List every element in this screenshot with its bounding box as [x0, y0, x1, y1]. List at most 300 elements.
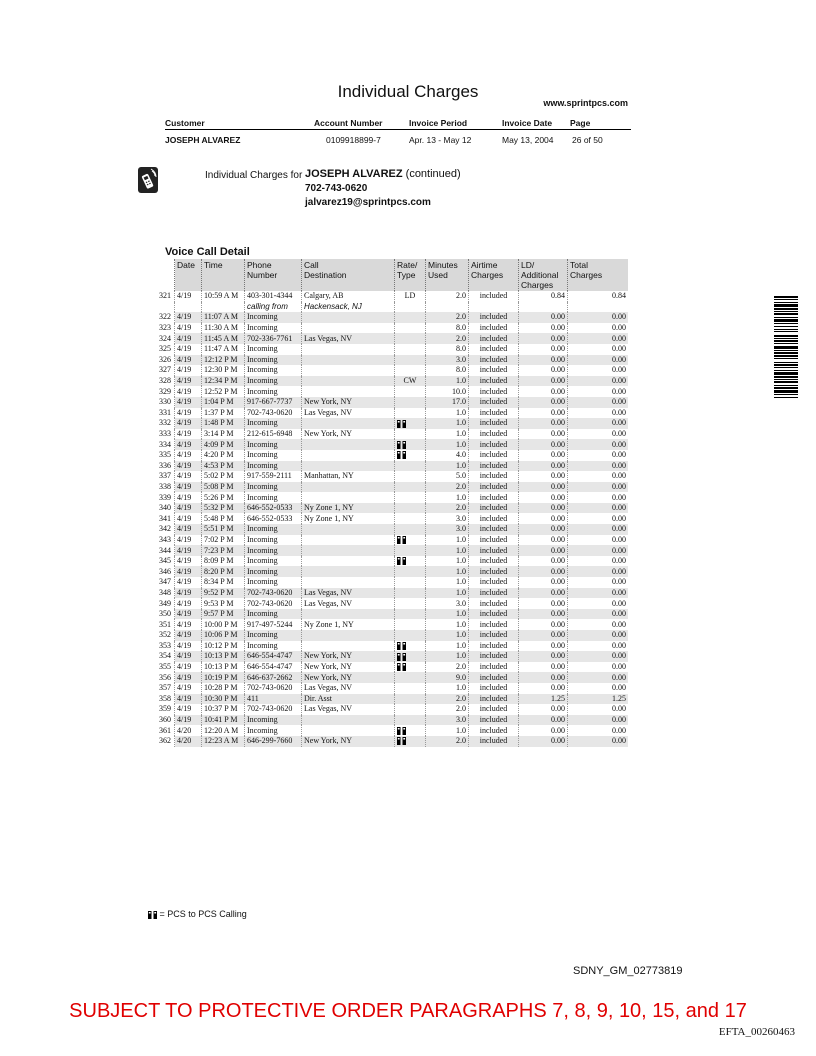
minutes-used: 1.0	[426, 619, 469, 630]
empty-cell	[175, 302, 202, 313]
call-destination	[302, 439, 395, 450]
call-destination: New York, NY	[302, 397, 395, 408]
phone-number: Incoming	[245, 344, 302, 355]
row-number: 350	[159, 609, 171, 619]
rate-type	[395, 503, 426, 514]
call-time: 1:48 P M	[202, 418, 245, 429]
call-date: 4/19	[175, 471, 202, 482]
minutes-used: 1.0	[426, 577, 469, 588]
table-row	[155, 672, 628, 683]
ld-additional-charges: 0.00	[519, 715, 568, 726]
minutes-used: 5.0	[426, 471, 469, 482]
airtime-charges: included	[469, 662, 519, 673]
call-destination: New York, NY	[302, 662, 395, 673]
phone-number: 646-552-0533	[245, 503, 302, 514]
invoice-period-label: Invoice Period	[409, 118, 468, 128]
airtime-charges: included	[469, 439, 519, 450]
minutes-used: 2.0	[426, 694, 469, 705]
airtime-charges: included	[469, 556, 519, 567]
airtime-charges: included	[469, 736, 519, 747]
ld-additional-charges: 0.00	[519, 535, 568, 546]
minutes-used: 1.0	[426, 492, 469, 503]
rate-type	[395, 333, 426, 344]
row-number: 344	[159, 545, 171, 555]
minutes-used: 2.0	[426, 704, 469, 715]
call-date: 4/19	[175, 492, 202, 503]
row-number: 334	[159, 439, 171, 449]
call-destination	[302, 323, 395, 334]
rate-type	[395, 429, 426, 440]
rate-type	[395, 704, 426, 715]
minutes-used: 3.0	[426, 598, 469, 609]
total-charges: 0.00	[568, 535, 629, 546]
call-destination: Ny Zone 1, NY	[302, 503, 395, 514]
row-number: 323	[159, 323, 171, 333]
total-charges: 0.00	[568, 609, 629, 620]
total-charges: 0.00	[568, 323, 629, 334]
table-row	[155, 619, 628, 630]
account-number-label: Account Number	[314, 118, 383, 128]
ld-additional-charges: 0.00	[519, 566, 568, 577]
rate-type	[395, 461, 426, 472]
table-row	[155, 355, 628, 366]
call-time: 5:51 P M	[202, 524, 245, 535]
call-destination	[302, 365, 395, 376]
row-number: 357	[159, 683, 171, 693]
total-charges: 0.00	[568, 630, 629, 641]
total-charges: 0.00	[568, 725, 629, 736]
call-time: 10:37 P M	[202, 704, 245, 715]
table-row	[155, 323, 628, 334]
total-charges: 0.00	[568, 619, 629, 630]
phone-number: Incoming	[245, 482, 302, 493]
table-row	[155, 365, 628, 376]
row-number: 358	[159, 693, 171, 703]
airtime-charges: included	[469, 630, 519, 641]
call-destination: Dir. Asst	[302, 694, 395, 705]
call-destination	[302, 566, 395, 577]
total-charges: 0.00	[568, 715, 629, 726]
call-destination	[302, 641, 395, 652]
call-destination: Las Vegas, NV	[302, 333, 395, 344]
table-row	[155, 429, 628, 440]
minutes-used: 1.0	[426, 418, 469, 429]
call-time: 12:34 P M	[202, 376, 245, 387]
total-charges-header: Total Charges	[568, 259, 629, 291]
table-row	[155, 598, 628, 609]
minutes-used: 1.0	[426, 683, 469, 694]
row-number: 348	[159, 587, 171, 597]
airtime-charges: included	[469, 482, 519, 493]
row-number: 347	[159, 577, 171, 587]
total-charges: 0.00	[568, 556, 629, 567]
minutes-used: 8.0	[426, 365, 469, 376]
call-date: 4/19	[175, 630, 202, 641]
ld-additional-charges: 0.00	[519, 725, 568, 736]
call-time: 5:48 P M	[202, 513, 245, 524]
call-destination	[302, 312, 395, 323]
invoice-period: Apr. 13 - May 12	[409, 135, 472, 145]
airtime-charges: included	[469, 323, 519, 334]
call-time: 10:06 P M	[202, 630, 245, 641]
total-charges: 0.00	[568, 545, 629, 556]
total-charges: 0.00	[568, 408, 629, 419]
call-destination: New York, NY	[302, 429, 395, 440]
phone-number: Incoming	[245, 545, 302, 556]
airtime-charges: included	[469, 513, 519, 524]
phone-number: Incoming	[245, 566, 302, 577]
ld-additional-charges: 0.00	[519, 641, 568, 652]
pcs-legend	[148, 909, 247, 919]
call-destination	[302, 715, 395, 726]
total-charges: 0.00	[568, 492, 629, 503]
rate-type	[395, 323, 426, 334]
pcs-to-pcs-icon	[397, 536, 406, 544]
phone-number: 646-552-0533	[245, 513, 302, 524]
invoice-date: May 13, 2004	[502, 135, 554, 145]
airtime-charges: included	[469, 471, 519, 482]
total-charges: 0.00	[568, 418, 629, 429]
minutes-used: 1.0	[426, 556, 469, 567]
call-destination: Manhattan, NY	[302, 471, 395, 482]
airtime-charges: included	[469, 704, 519, 715]
call-date: 4/19	[175, 662, 202, 673]
airtime-charges: included	[469, 291, 519, 302]
total-charges: 1.25	[568, 694, 629, 705]
call-time: 4:53 P M	[202, 461, 245, 472]
ld-additional-charges: 0.00	[519, 588, 568, 599]
rate-type	[395, 694, 426, 705]
website-link[interactable]: www.sprintpcs.com	[543, 98, 628, 108]
ld-additional-charges: 0.00	[519, 503, 568, 514]
phone-number: 702-336-7761	[245, 333, 302, 344]
row-number: 361	[159, 725, 171, 735]
minutes-used: 2.0	[426, 662, 469, 673]
call-date: 4/19	[175, 461, 202, 472]
rate-type	[395, 524, 426, 535]
minutes-used: 4.0	[426, 450, 469, 461]
table-row	[155, 344, 628, 355]
phone-number: 403-301-4344	[245, 291, 302, 302]
ld-additional-charges: 0.00	[519, 312, 568, 323]
call-destination	[302, 524, 395, 535]
airtime-charges: included	[469, 715, 519, 726]
call-time: 1:04 P M	[202, 397, 245, 408]
minutes-used: 3.0	[426, 524, 469, 535]
call-destination	[302, 355, 395, 366]
minutes-used-header: Minutes Used	[426, 259, 469, 291]
table-row	[155, 408, 628, 419]
table-row	[155, 386, 628, 397]
bates-number: SDNY_GM_02773819	[573, 965, 683, 977]
row-number: 354	[159, 651, 171, 661]
total-charges: 0.00	[568, 471, 629, 482]
barcode	[774, 296, 798, 480]
protective-order-notice: SUBJECT TO PROTECTIVE ORDER PARAGRAPHS 7, 8, 9, 10, 15, and 17	[69, 1000, 747, 1022]
ld-additional-charges: 0.00	[519, 482, 568, 493]
row-number: 328	[159, 376, 171, 386]
pcs-to-pcs-icon	[397, 420, 406, 428]
empty-cell	[469, 302, 519, 313]
call-destination: New York, NY	[302, 672, 395, 683]
phone-number: 702-743-0620	[245, 408, 302, 419]
header-divider	[165, 129, 631, 130]
ld-additional-charges: 0.00	[519, 672, 568, 683]
page-title: Individual Charges	[337, 82, 479, 101]
airtime-charges: included	[469, 365, 519, 376]
phone-number: 702-743-0620	[245, 598, 302, 609]
call-time: 10:13 P M	[202, 651, 245, 662]
airtime-charges: included	[469, 461, 519, 472]
ld-additional-charges: 0.00	[519, 439, 568, 450]
rate-type	[395, 556, 426, 567]
row-number: 346	[159, 566, 171, 576]
minutes-used: 1.0	[426, 630, 469, 641]
rate-type	[395, 386, 426, 397]
rate-type	[395, 471, 426, 482]
invoice-date-label: Invoice Date	[502, 118, 553, 128]
minutes-used: 10.0	[426, 386, 469, 397]
total-charges: 0.00	[568, 397, 629, 408]
call-date: 4/19	[175, 408, 202, 419]
row-number: 360	[159, 715, 171, 725]
table-subrow	[155, 302, 628, 313]
airtime-charges: included	[469, 386, 519, 397]
row-number: 352	[159, 630, 171, 640]
phone-number: Incoming	[245, 376, 302, 387]
call-time: 9:53 P M	[202, 598, 245, 609]
call-date: 4/19	[175, 312, 202, 323]
rate-type	[395, 439, 426, 450]
ld-additional-charges: 0.84	[519, 291, 568, 302]
call-destination	[302, 450, 395, 461]
pcs-legend-text: = PCS to PCS Calling	[159, 909, 247, 919]
minutes-used: 1.0	[426, 535, 469, 546]
efta-number: EFTA_00260463	[718, 1026, 795, 1038]
ld-additional-charges: 0.00	[519, 704, 568, 715]
call-date: 4/19	[175, 704, 202, 715]
subscriber-name: JOSEPH ALVAREZ	[305, 168, 403, 180]
airtime-charges: included	[469, 397, 519, 408]
phone-number-header: Phone Number	[245, 259, 302, 291]
call-date: 4/19	[175, 503, 202, 514]
call-date: 4/20	[175, 736, 202, 747]
phone-number: Incoming	[245, 609, 302, 620]
table-row	[155, 535, 628, 546]
call-time: 10:41 P M	[202, 715, 245, 726]
phone-number: 646-554-4747	[245, 651, 302, 662]
call-date: 4/19	[175, 365, 202, 376]
minutes-used: 17.0	[426, 397, 469, 408]
call-destination	[302, 344, 395, 355]
call-date: 4/19	[175, 397, 202, 408]
total-charges: 0.00	[568, 461, 629, 472]
rate-type	[395, 630, 426, 641]
rate-type	[395, 641, 426, 652]
total-charges: 0.00	[568, 376, 629, 387]
airtime-charges: included	[469, 694, 519, 705]
table-row	[155, 641, 628, 652]
table-row	[155, 461, 628, 472]
total-charges: 0.00	[568, 355, 629, 366]
airtime-charges: included	[469, 588, 519, 599]
total-charges: 0.00	[568, 577, 629, 588]
total-charges: 0.00	[568, 598, 629, 609]
call-destination: Calgary, AB	[302, 291, 395, 302]
rownum-header	[155, 259, 175, 291]
total-charges: 0.00	[568, 513, 629, 524]
phone-number: 411	[245, 694, 302, 705]
minutes-used: 1.0	[426, 651, 469, 662]
phone-number: Incoming	[245, 524, 302, 535]
table-row	[155, 545, 628, 556]
phone-number: Incoming	[245, 355, 302, 366]
row-number: 339	[159, 492, 171, 502]
call-time: 10:59 A M	[202, 291, 245, 302]
rate-type	[395, 397, 426, 408]
table-header-row	[155, 259, 628, 291]
table-row	[155, 503, 628, 514]
table-row	[155, 694, 628, 705]
call-date: 4/19	[175, 376, 202, 387]
row-number: 330	[159, 397, 171, 407]
ld-additional-charges: 0.00	[519, 418, 568, 429]
rate-type	[395, 450, 426, 461]
call-date: 4/19	[175, 333, 202, 344]
call-date: 4/19	[175, 524, 202, 535]
rate-type	[395, 588, 426, 599]
phone-number: Incoming	[245, 439, 302, 450]
airtime-charges: included	[469, 683, 519, 694]
ld-additional-charges-header: LD/ Additional Charges	[519, 259, 568, 291]
total-charges: 0.00	[568, 386, 629, 397]
empty-cell	[519, 302, 568, 313]
row-number: 337	[159, 471, 171, 481]
call-destination	[302, 630, 395, 641]
rate-type	[395, 609, 426, 620]
table-row	[155, 513, 628, 524]
row-number: 332	[159, 418, 171, 428]
airtime-charges-header: Airtime Charges	[469, 259, 519, 291]
call-time: 11:47 A M	[202, 344, 245, 355]
ld-additional-charges: 0.00	[519, 386, 568, 397]
rate-type	[395, 651, 426, 662]
airtime-charges: included	[469, 609, 519, 620]
total-charges: 0.00	[568, 704, 629, 715]
ld-additional-charges: 0.00	[519, 662, 568, 673]
call-time: 12:30 P M	[202, 365, 245, 376]
ld-additional-charges: 0.00	[519, 323, 568, 334]
airtime-charges: included	[469, 641, 519, 652]
call-destination-header: Call Destination	[302, 259, 395, 291]
call-destination: Las Vegas, NV	[302, 588, 395, 599]
ld-additional-charges: 0.00	[519, 630, 568, 641]
airtime-charges: included	[469, 429, 519, 440]
row-number: 327	[159, 365, 171, 375]
row-number: 343	[159, 534, 171, 544]
row-number: 335	[159, 450, 171, 460]
call-time: 1:37 P M	[202, 408, 245, 419]
ld-additional-charges: 0.00	[519, 429, 568, 440]
total-charges: 0.00	[568, 651, 629, 662]
total-charges: 0.00	[568, 736, 629, 747]
page-label: Page	[570, 118, 591, 128]
table-row	[155, 609, 628, 620]
airtime-charges: included	[469, 619, 519, 630]
charges-for-label: Individual Charges for	[205, 170, 303, 181]
empty-cell	[395, 302, 426, 313]
call-destination	[302, 418, 395, 429]
call-date: 4/19	[175, 535, 202, 546]
call-date: 4/19	[175, 344, 202, 355]
subscriber-email[interactable]: jalvarez19@sprintpcs.com	[305, 197, 431, 208]
ld-additional-charges: 0.00	[519, 365, 568, 376]
call-date: 4/19	[175, 566, 202, 577]
pcs-to-pcs-icon	[397, 441, 406, 449]
total-charges: 0.00	[568, 482, 629, 493]
call-date: 4/19	[175, 715, 202, 726]
minutes-used: 1.0	[426, 461, 469, 472]
row-number: 325	[159, 344, 171, 354]
table-row	[155, 725, 628, 736]
call-destination	[302, 556, 395, 567]
table-row	[155, 482, 628, 493]
phone-number: 646-637-2662	[245, 672, 302, 683]
airtime-charges: included	[469, 503, 519, 514]
call-date: 4/19	[175, 651, 202, 662]
minutes-used: 1.0	[426, 609, 469, 620]
total-charges: 0.00	[568, 524, 629, 535]
phone-number: Incoming	[245, 323, 302, 334]
call-time: 12:12 P M	[202, 355, 245, 366]
call-time: 12:20 A M	[202, 725, 245, 736]
call-time: 9:57 P M	[202, 609, 245, 620]
minutes-used: 3.0	[426, 355, 469, 366]
ld-additional-charges: 0.00	[519, 376, 568, 387]
call-date: 4/19	[175, 588, 202, 599]
airtime-charges: included	[469, 672, 519, 683]
call-time: 12:23 A M	[202, 736, 245, 747]
rate-type: CW	[395, 376, 426, 387]
rate-type	[395, 545, 426, 556]
table-row	[155, 312, 628, 323]
phone-number: 917-667-7737	[245, 397, 302, 408]
table-row	[155, 683, 628, 694]
call-time: 8:09 P M	[202, 556, 245, 567]
row-number: 362	[159, 736, 171, 746]
total-charges: 0.00	[568, 439, 629, 450]
table-row	[155, 566, 628, 577]
phone-number: 646-554-4747	[245, 662, 302, 673]
pcs-to-pcs-icon	[397, 642, 406, 650]
table-row	[155, 333, 628, 344]
minutes-used: 1.0	[426, 545, 469, 556]
total-charges: 0.00	[568, 333, 629, 344]
empty-cell	[202, 302, 245, 313]
total-charges: 0.00	[568, 566, 629, 577]
phone-number: 212-615-6948	[245, 429, 302, 440]
table-row	[155, 397, 628, 408]
rate-type	[395, 683, 426, 694]
airtime-charges: included	[469, 355, 519, 366]
airtime-charges: included	[469, 524, 519, 535]
call-time: 3:14 P M	[202, 429, 245, 440]
ld-additional-charges: 0.00	[519, 545, 568, 556]
call-time: 7:23 P M	[202, 545, 245, 556]
minutes-used: 2.0	[426, 312, 469, 323]
table-row	[155, 662, 628, 673]
call-date: 4/19	[175, 439, 202, 450]
